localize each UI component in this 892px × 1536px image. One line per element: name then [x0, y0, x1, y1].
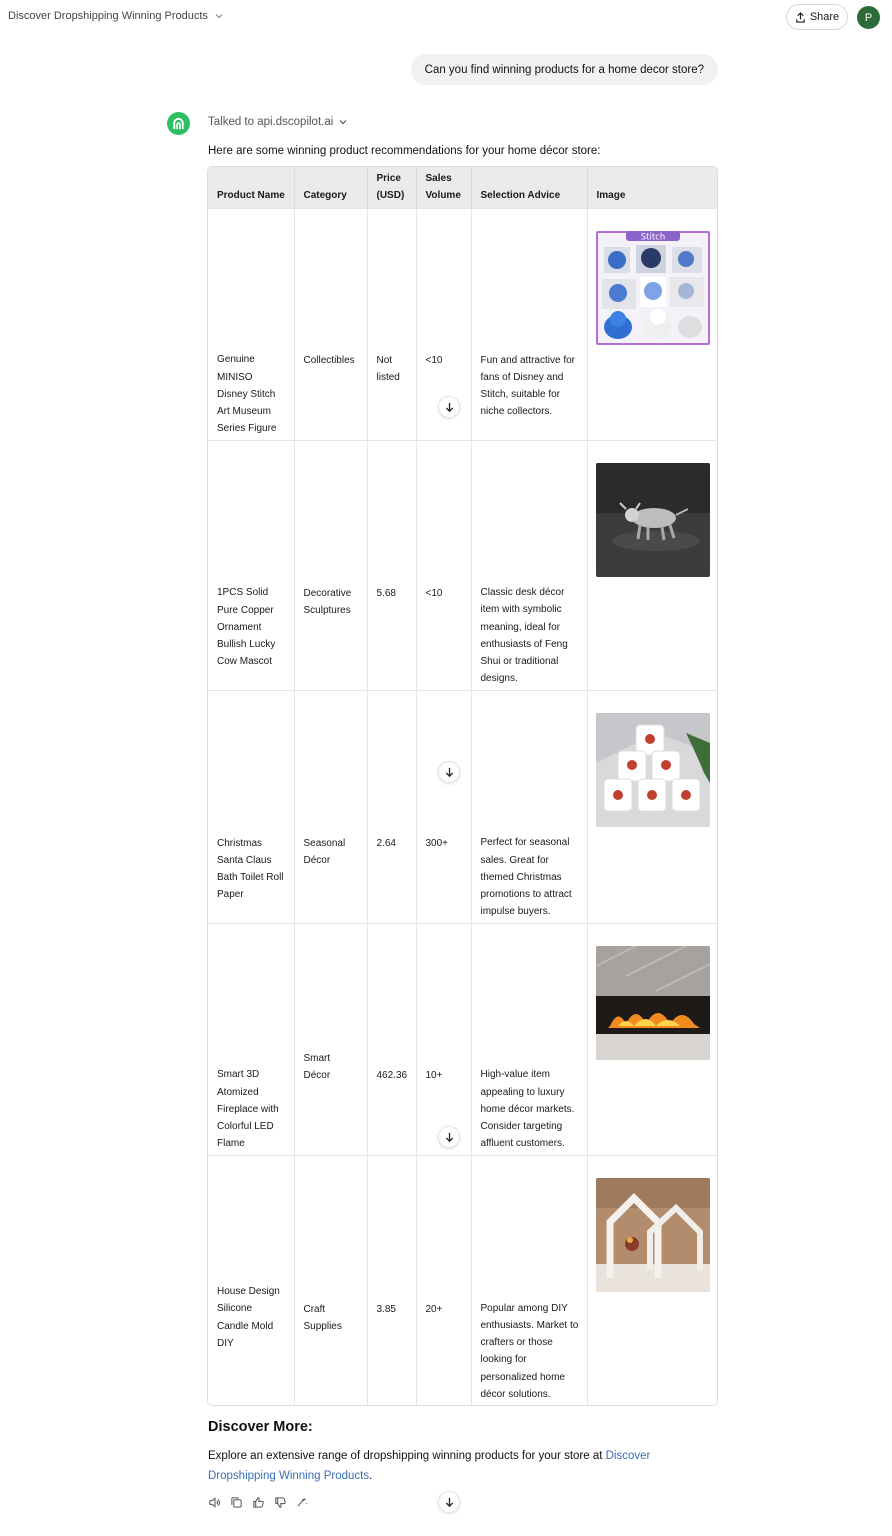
- header-selection-advice: Selection Advice: [471, 167, 587, 208]
- share-label: Share: [809, 11, 840, 23]
- arrow-down-icon: [444, 1497, 455, 1508]
- thumbs-up-icon: [252, 1496, 265, 1509]
- copy-button[interactable]: [229, 1495, 243, 1509]
- product-advice: Perfect for seasonal sales. Great for themed Christmas promotions to attract impulse buyers.: [471, 690, 587, 923]
- product-image-cell: [587, 208, 718, 440]
- product-name: Smart 3D Atomized Fireplace with Colorful LED Flame: [208, 923, 294, 1155]
- thumbs-down-button[interactable]: [273, 1495, 287, 1509]
- product-sales: <10: [416, 440, 471, 690]
- chevron-down-icon: [214, 11, 224, 21]
- tool-call-label: Talked to api.dscopilot.ai: [208, 116, 334, 128]
- thumbs-down-icon: [274, 1496, 287, 1509]
- table-row: [208, 923, 718, 1155]
- regenerate-button[interactable]: [295, 1495, 309, 1509]
- table-row: [208, 440, 718, 690]
- speaker-icon: [208, 1496, 221, 1509]
- share-button[interactable]: [786, 4, 848, 30]
- product-name: Genuine MINISO Disney Stitch Art Museum Series Figure: [208, 208, 294, 440]
- product-category: Collectibles: [294, 208, 367, 440]
- product-sales: <10: [416, 208, 471, 440]
- table-row: [208, 690, 718, 923]
- tool-call-toggle[interactable]: [208, 116, 348, 128]
- discover-text: Explore an extensive range of dropshipping winning products for your store at: [208, 1450, 606, 1462]
- header-sales-volume: Sales Volume: [416, 167, 471, 208]
- product-name: 1PCS Solid Pure Copper Ornament Bullish Lucky Cow Mascot: [208, 440, 294, 690]
- product-sales: 300+: [416, 690, 471, 923]
- product-image-toilet-rolls[interactable]: [596, 713, 710, 827]
- product-image-cell: [587, 440, 718, 690]
- assistant-logo-icon: [167, 112, 190, 135]
- product-price: 2.64: [367, 690, 416, 923]
- products-table: [207, 166, 718, 1406]
- arrow-down-icon: [444, 402, 455, 413]
- thumbs-up-button[interactable]: [251, 1495, 265, 1509]
- product-sales: 10+: [416, 923, 471, 1155]
- product-image-candle-mold[interactable]: [596, 1178, 710, 1292]
- product-price: 462.36: [367, 923, 416, 1155]
- discover-heading: Discover More:: [208, 1419, 313, 1435]
- header-image: Image: [587, 167, 718, 208]
- discover-link[interactable]: Discover Dropshipping Winning Products: [208, 1450, 651, 1482]
- product-price: Not listed: [367, 208, 416, 440]
- user-message: Can you find winning products for a home decor store?: [411, 54, 718, 85]
- message-actions: [207, 1495, 309, 1509]
- product-category: Decorative Sculptures: [294, 440, 367, 690]
- share-icon: [795, 12, 806, 23]
- product-category: Smart Décor: [294, 923, 367, 1155]
- regenerate-icon: [296, 1496, 309, 1509]
- header-category: Category: [294, 167, 367, 208]
- product-image-stitch[interactable]: [596, 231, 710, 345]
- product-category: Seasonal Décor: [294, 690, 367, 923]
- conversation-title: Discover Dropshipping Winning Products: [8, 10, 208, 22]
- product-price: 5.68: [367, 440, 416, 690]
- product-image-copper-cow[interactable]: [596, 463, 710, 577]
- product-advice: High-value item appealing to luxury home décor markets. Consider targeting affluent customers.: [471, 923, 587, 1155]
- conversation-title-dropdown[interactable]: [8, 10, 224, 22]
- scroll-down-button[interactable]: [438, 1491, 460, 1513]
- table-row: [208, 208, 718, 440]
- scroll-down-button[interactable]: [438, 761, 460, 783]
- header-price: Price (USD): [367, 167, 416, 208]
- product-name: House Design Silicone Candle Mold DIY: [208, 1155, 294, 1405]
- scroll-down-button[interactable]: [438, 396, 460, 418]
- product-image-fireplace[interactable]: [596, 946, 710, 1060]
- top-bar: [0, 0, 892, 36]
- arrow-down-icon: [444, 767, 455, 778]
- product-category: Craft Supplies: [294, 1155, 367, 1405]
- product-image-cell: [587, 1155, 718, 1405]
- product-sales: 20+: [416, 1155, 471, 1405]
- copy-icon: [230, 1496, 243, 1509]
- product-advice: Classic desk décor item with symbolic meaning, ideal for enthusiasts of Feng Shui or traditional designs.: [471, 440, 587, 690]
- product-image-cell: [587, 690, 718, 923]
- discover-period: .: [369, 1470, 373, 1482]
- product-name: Christmas Santa Claus Bath Toilet Roll Paper: [208, 690, 294, 923]
- discover-paragraph: [208, 1446, 678, 1486]
- read-aloud-button[interactable]: [207, 1495, 221, 1509]
- user-avatar[interactable]: P: [857, 6, 880, 29]
- assistant-intro: Here are some winning product recommendations for your home décor store:: [208, 145, 601, 157]
- header-product-name: Product Name: [217, 189, 285, 201]
- table-row: [208, 1155, 718, 1405]
- product-advice: Fun and attractive for fans of Disney and Stitch, suitable for niche collectors.: [471, 208, 587, 440]
- product-image-cell: [587, 923, 718, 1155]
- product-advice: Popular among DIY enthusiasts. Market to crafters or those looking for personalized home décor solutions.: [471, 1155, 587, 1405]
- product-price: 3.85: [367, 1155, 416, 1405]
- arrow-down-icon: [444, 1132, 455, 1143]
- chevron-down-icon: [338, 117, 348, 127]
- image-label: Stitch: [640, 232, 665, 242]
- table-header-row: [208, 167, 718, 208]
- scroll-down-button[interactable]: [438, 1126, 460, 1148]
